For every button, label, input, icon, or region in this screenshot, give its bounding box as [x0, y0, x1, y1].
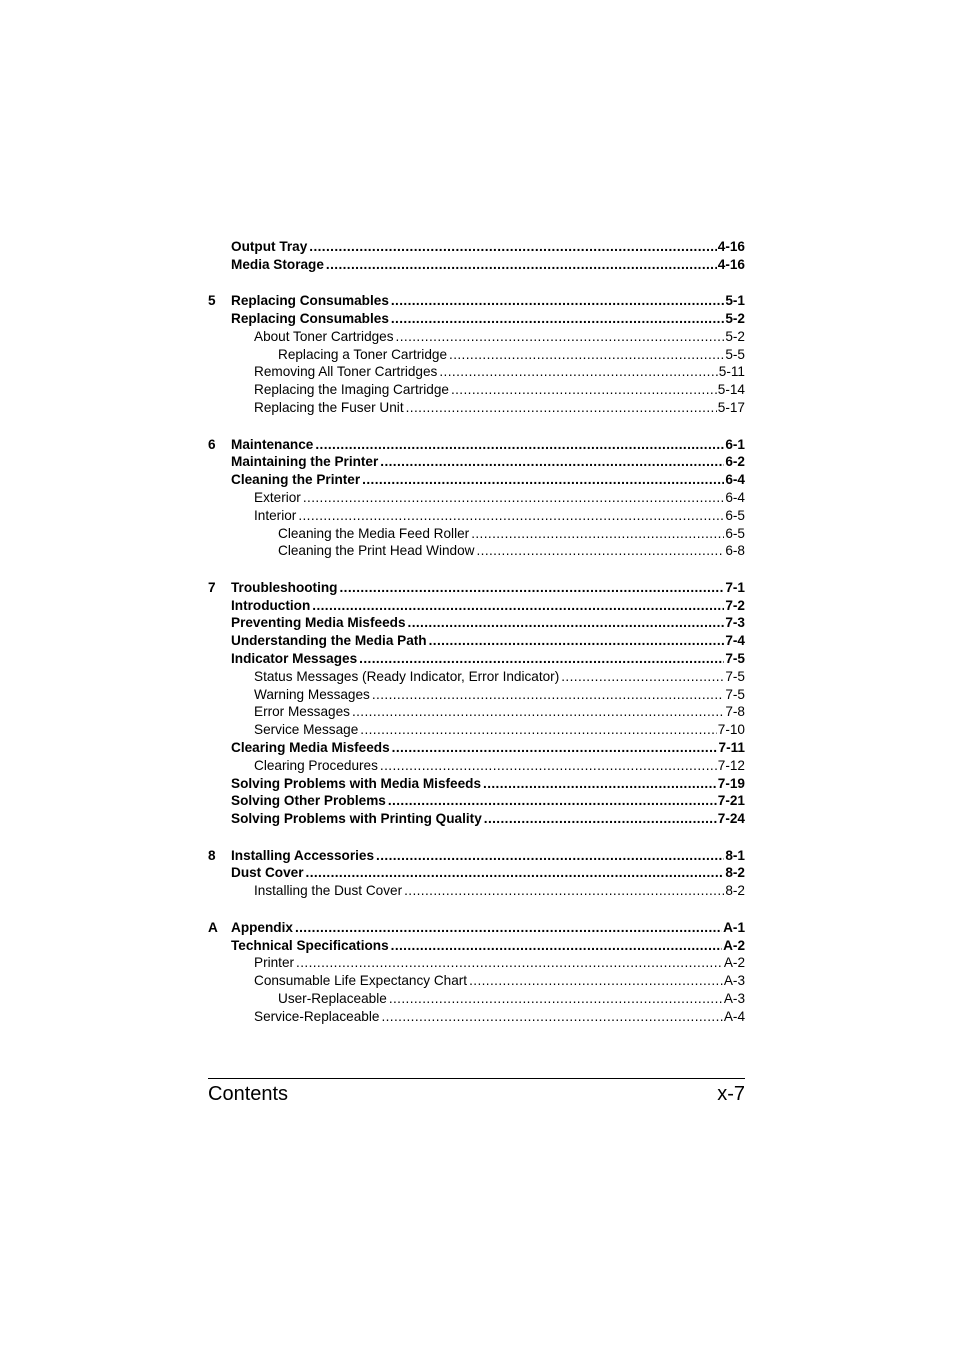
- toc-entry-title: Preventing Media Misfeeds: [231, 615, 406, 631]
- chapter-number: 5: [208, 293, 216, 309]
- toc-entry[interactable]: [208, 937, 745, 955]
- toc-entry[interactable]: [208, 238, 745, 256]
- toc-entry-title: Output Tray: [231, 239, 308, 254]
- toc-entry-title: Solving Other Problems: [231, 793, 386, 809]
- dot-leader: [303, 489, 725, 507]
- toc-entry[interactable]: [208, 1008, 745, 1026]
- toc-entry[interactable]: [208, 919, 745, 937]
- page-footer: [208, 1078, 745, 1106]
- toc-entry[interactable]: [208, 632, 745, 650]
- toc-entry[interactable]: [208, 507, 745, 525]
- toc-page-number: 7-19: [717, 775, 745, 791]
- toc-page-number: A-2: [723, 937, 745, 953]
- dot-leader: [309, 238, 717, 256]
- toc-page-number: 6-4: [725, 489, 745, 505]
- toc-entry-title: Removing All Toner Cartridges: [254, 364, 438, 380]
- toc-page-number: 7-5: [725, 686, 745, 702]
- toc-page-number: 7-10: [717, 722, 745, 738]
- dot-leader: [362, 471, 724, 489]
- toc-page-number: 8-2: [725, 883, 745, 899]
- dot-leader: [469, 972, 723, 990]
- dot-leader: [391, 292, 724, 310]
- toc-entry[interactable]: [208, 668, 745, 686]
- toc-page-number: 6-5: [725, 525, 745, 541]
- toc-block: [208, 579, 745, 828]
- toc-page-number: 7-5: [725, 651, 745, 666]
- toc-entry[interactable]: [208, 847, 745, 865]
- table-of-contents: [208, 238, 745, 1044]
- toc-entry-title: Troubleshooting: [231, 579, 338, 595]
- toc-page-number: 6-5: [725, 507, 745, 523]
- toc-page-number: A-4: [723, 1008, 745, 1024]
- toc-entry[interactable]: [208, 990, 745, 1008]
- toc-page-number: A-3: [723, 990, 745, 1006]
- toc-page-number: 7-24: [717, 811, 745, 827]
- toc-entry-title: Interior: [254, 507, 297, 523]
- dot-leader: [429, 632, 725, 650]
- toc-page-number: A-1: [723, 919, 745, 935]
- toc-entry-title: Replacing a Toner Cartridge: [278, 346, 448, 362]
- toc-entry[interactable]: [208, 292, 745, 310]
- toc-entry-title: Service Message: [254, 722, 359, 738]
- dot-leader: [392, 739, 718, 757]
- toc-entry[interactable]: [208, 954, 745, 972]
- toc-entry[interactable]: [208, 882, 745, 900]
- dot-leader: [376, 847, 724, 865]
- toc-page-number: A-2: [723, 955, 745, 971]
- toc-page-number: 7-4: [725, 633, 745, 649]
- dot-leader: [312, 597, 724, 615]
- toc-entry[interactable]: [208, 792, 745, 810]
- toc-entry[interactable]: [208, 579, 745, 597]
- toc-entry[interactable]: [208, 775, 745, 793]
- toc-entry-title: Solving Problems with Media Misfeeds: [231, 775, 482, 791]
- toc-page-number: A-3: [723, 973, 745, 989]
- toc-entry-title: Warning Messages: [254, 686, 370, 702]
- toc-entry-title: Exterior: [254, 489, 301, 505]
- dot-leader: [389, 990, 723, 1008]
- dot-leader: [404, 882, 724, 900]
- toc-entry[interactable]: [208, 328, 745, 346]
- toc-page-number: 5-2: [725, 328, 745, 344]
- toc-entry[interactable]: [208, 525, 745, 543]
- toc-entry[interactable]: [208, 381, 745, 399]
- toc-page-number: 5-11: [718, 364, 745, 380]
- dot-leader: [439, 363, 717, 381]
- toc-entry[interactable]: [208, 346, 745, 364]
- toc-entry[interactable]: [208, 310, 745, 328]
- footer-page-number: x-7: [717, 1083, 745, 1105]
- toc-entry-title: Cleaning the Printer: [231, 472, 361, 488]
- toc-page-number: 7-11: [718, 739, 745, 755]
- toc-entry[interactable]: [208, 597, 745, 615]
- toc-block: [208, 292, 745, 417]
- toc-page-number: 5-17: [717, 400, 745, 416]
- toc-page-number: 6-1: [725, 436, 745, 452]
- toc-page-number: 7-21: [717, 793, 745, 809]
- toc-entry[interactable]: [208, 739, 745, 757]
- dot-leader: [406, 399, 717, 417]
- toc-entry-title: Technical Specifications: [231, 937, 389, 953]
- toc-page-number: 4-16: [717, 239, 745, 254]
- chapter-number: 7: [208, 579, 216, 595]
- toc-entry[interactable]: [208, 453, 745, 471]
- toc-page-number: 6-4: [725, 472, 745, 488]
- toc-entry-title: Solving Problems with Printing Quality: [231, 811, 482, 827]
- dot-leader: [360, 721, 717, 739]
- dot-leader: [476, 542, 724, 560]
- toc-entry-title: Dust Cover: [231, 865, 304, 881]
- toc-entry-title: Introduction: [231, 597, 311, 613]
- dot-leader: [449, 346, 724, 364]
- footer-section-title: Contents: [208, 1083, 289, 1105]
- dot-leader: [380, 757, 717, 775]
- toc-entry-title: Clearing Media Misfeeds: [231, 739, 390, 755]
- toc-entry[interactable]: [208, 542, 745, 560]
- toc-page-number: 6-8: [725, 543, 745, 559]
- dot-leader: [396, 328, 725, 346]
- toc-entry-title: Understanding the Media Path: [231, 633, 427, 649]
- toc-block: [208, 919, 745, 1026]
- toc-entry[interactable]: [208, 686, 745, 704]
- toc-entry-title: Indicator Messages: [231, 651, 358, 666]
- toc-page-number: 4-16: [717, 256, 745, 272]
- dot-leader: [484, 810, 717, 828]
- toc-entry[interactable]: [208, 489, 745, 507]
- toc-entry[interactable]: [208, 256, 745, 274]
- dot-leader: [381, 1008, 722, 1026]
- toc-entry-title: About Toner Cartridges: [254, 328, 394, 344]
- toc-entry[interactable]: [208, 721, 745, 739]
- toc-entry-title: Maintenance: [231, 436, 314, 452]
- toc-page-number: 7-5: [725, 668, 745, 684]
- toc-page-number: 8-1: [725, 847, 745, 863]
- toc-entry-title: Installing Accessories: [231, 847, 375, 863]
- toc-entry-title: Cleaning the Print Head Window: [278, 543, 475, 559]
- toc-entry-title: Replacing the Imaging Cartridge: [254, 382, 449, 398]
- toc-page-number: 7-12: [717, 757, 745, 773]
- toc-page-number: 5-2: [725, 311, 745, 327]
- dot-leader: [359, 650, 724, 668]
- dot-leader: [352, 703, 724, 721]
- toc-entry-title: Replacing Consumables: [231, 311, 389, 327]
- toc-entry-title: Error Messages: [254, 704, 350, 720]
- toc-entry[interactable]: [208, 650, 745, 668]
- toc-page-number: 5-14: [717, 382, 745, 398]
- toc-entry-title: Printer: [254, 955, 295, 971]
- toc-entry[interactable]: [208, 614, 745, 632]
- toc-entry-title: Clearing Procedures: [254, 757, 378, 773]
- dot-leader: [471, 525, 724, 543]
- chapter-number: 6: [208, 436, 216, 452]
- dot-leader: [380, 453, 724, 471]
- toc-block: [208, 847, 745, 900]
- toc-entry-title: Maintaining the Printer: [231, 454, 379, 470]
- toc-entry[interactable]: [208, 436, 745, 454]
- dot-leader: [306, 864, 725, 882]
- toc-entry[interactable]: [208, 757, 745, 775]
- toc-block: [208, 238, 745, 274]
- dot-leader: [391, 937, 722, 955]
- toc-entry-title: Cleaning the Media Feed Roller: [278, 525, 470, 541]
- dot-leader: [296, 954, 723, 972]
- dot-leader: [451, 381, 717, 399]
- dot-leader: [408, 614, 725, 632]
- toc-entry-title: Installing the Dust Cover: [254, 883, 403, 899]
- toc-entry-title: Appendix: [231, 919, 293, 935]
- dot-leader: [483, 775, 717, 793]
- toc-entry[interactable]: [208, 972, 745, 990]
- dot-leader: [326, 256, 717, 274]
- toc-block: [208, 436, 745, 561]
- toc-page-number: 7-3: [725, 615, 745, 631]
- toc-entry[interactable]: [208, 363, 745, 381]
- dot-leader: [561, 668, 724, 686]
- toc-entry[interactable]: [208, 810, 745, 828]
- dot-leader: [298, 507, 724, 525]
- dot-leader: [388, 792, 717, 810]
- toc-entry-title: Status Messages (Ready Indicator, Error Indicator): [254, 668, 560, 684]
- toc-page-number: 7-8: [725, 704, 745, 720]
- toc-entry-title: Media Storage: [231, 256, 324, 272]
- dot-leader: [339, 579, 724, 597]
- chapter-number: 8: [208, 847, 216, 863]
- toc-entry-title: Service-Replaceable: [254, 1008, 380, 1024]
- dot-leader: [391, 310, 724, 328]
- dot-leader: [315, 436, 724, 454]
- toc-entry[interactable]: [208, 703, 745, 721]
- toc-page-number: 7-2: [725, 597, 745, 613]
- toc-page-number: 5-1: [725, 293, 745, 309]
- toc-page-number: 8-2: [725, 865, 745, 881]
- toc-entry[interactable]: [208, 864, 745, 882]
- toc-page-number: 6-2: [725, 454, 745, 470]
- dot-leader: [295, 919, 722, 937]
- toc-page-number: 5-5: [725, 346, 745, 362]
- dot-leader: [372, 686, 724, 704]
- chapter-number: A: [208, 919, 218, 935]
- toc-entry-title: User-Replaceable: [278, 990, 387, 1006]
- toc-entry-title: Replacing Consumables: [231, 293, 389, 309]
- toc-entry[interactable]: [208, 399, 745, 417]
- toc-entry-title: Replacing the Fuser Unit: [254, 400, 404, 416]
- toc-entry-title: Consumable Life Expectancy Chart: [254, 973, 468, 989]
- toc-entry[interactable]: [208, 471, 745, 489]
- toc-page-number: 7-1: [725, 579, 745, 595]
